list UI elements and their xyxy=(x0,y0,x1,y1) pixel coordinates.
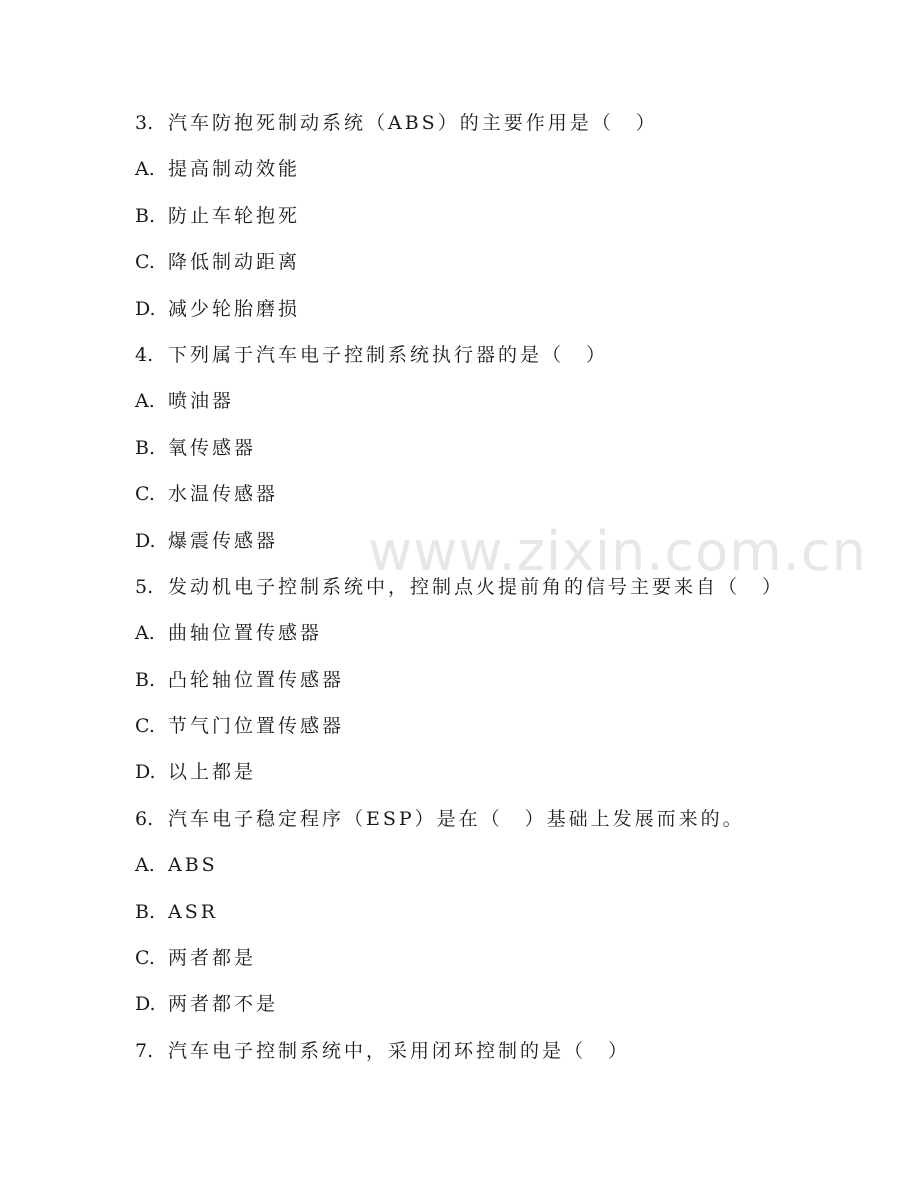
question-number: 6. xyxy=(135,807,154,830)
question-5 xyxy=(135,568,895,614)
option-text: 减少轮胎磨损 xyxy=(168,297,301,320)
question-text: 汽车电子控制系统中，采用闭环控制的是（ ） xyxy=(168,1039,631,1062)
option-label: C. xyxy=(135,947,155,970)
option-label: C. xyxy=(135,251,155,274)
option-text: 爆震传感器 xyxy=(168,529,279,552)
question-number: 3. xyxy=(135,112,154,134)
option-label: C. xyxy=(135,483,155,506)
option-d xyxy=(135,753,895,799)
option-d xyxy=(135,985,895,1031)
option-text: 氧传感器 xyxy=(168,436,257,459)
question-4 xyxy=(135,336,895,382)
option-text: 两者都不是 xyxy=(168,993,279,1016)
option-text: 曲轴位置传感器 xyxy=(168,622,323,645)
option-a xyxy=(135,846,895,892)
option-c xyxy=(135,243,895,289)
option-label: A. xyxy=(135,854,155,877)
option-d xyxy=(135,522,895,568)
watermark: www.zixin.com.cn xyxy=(368,520,867,583)
option-label: C. xyxy=(135,715,155,738)
option-text: 节气门位置传感器 xyxy=(168,715,345,738)
option-label: A. xyxy=(135,390,155,413)
question-6 xyxy=(135,800,895,846)
option-text: 降低制动距离 xyxy=(168,251,301,274)
option-b xyxy=(135,197,895,243)
question-number: 7. xyxy=(135,1039,154,1062)
option-text: 以上都是 xyxy=(168,761,257,784)
question-7 xyxy=(135,1032,895,1078)
option-label: B. xyxy=(135,204,156,227)
option-label: D. xyxy=(135,993,156,1016)
option-b xyxy=(135,661,895,707)
option-text: 水温传感器 xyxy=(168,483,279,506)
option-a xyxy=(135,150,895,196)
option-label: A. xyxy=(135,622,155,645)
question-list xyxy=(135,104,895,1078)
option-label: D. xyxy=(135,529,156,552)
option-label: A. xyxy=(135,158,155,181)
question-number: 4. xyxy=(135,343,154,366)
option-d xyxy=(135,290,895,336)
question-text: 下列属于汽车电子控制系统执行器的是（ ） xyxy=(168,343,609,366)
option-b xyxy=(135,893,895,939)
option-label: D. xyxy=(135,297,156,320)
option-text: 喷油器 xyxy=(168,390,235,413)
option-text: 两者都是 xyxy=(168,947,257,970)
option-a xyxy=(135,382,895,428)
option-c xyxy=(135,707,895,753)
question-text: 汽车防抱死制动系统（ABS）的主要作用是（ ） xyxy=(168,112,658,134)
option-label: B. xyxy=(135,436,156,459)
question-3 xyxy=(135,104,895,150)
option-text: 凸轮轴位置传感器 xyxy=(168,668,345,691)
option-a xyxy=(135,614,895,660)
option-label: B. xyxy=(135,900,156,923)
question-number: 5. xyxy=(135,575,154,598)
option-c xyxy=(135,939,895,985)
question-text: 发动机电子控制系统中，控制点火提前角的信号主要来自（ ） xyxy=(168,575,785,598)
option-label: B. xyxy=(135,668,156,691)
option-b xyxy=(135,429,895,475)
option-text: ASR xyxy=(168,900,219,923)
question-text: 汽车电子稳定程序（ESP）是在（ ）基础上发展而来的。 xyxy=(168,807,745,830)
option-label: D. xyxy=(135,761,156,784)
option-c xyxy=(135,475,895,521)
option-text: 提高制动效能 xyxy=(168,158,301,181)
option-text: 防止车轮抱死 xyxy=(168,204,301,227)
option-text: ABS xyxy=(168,854,218,877)
